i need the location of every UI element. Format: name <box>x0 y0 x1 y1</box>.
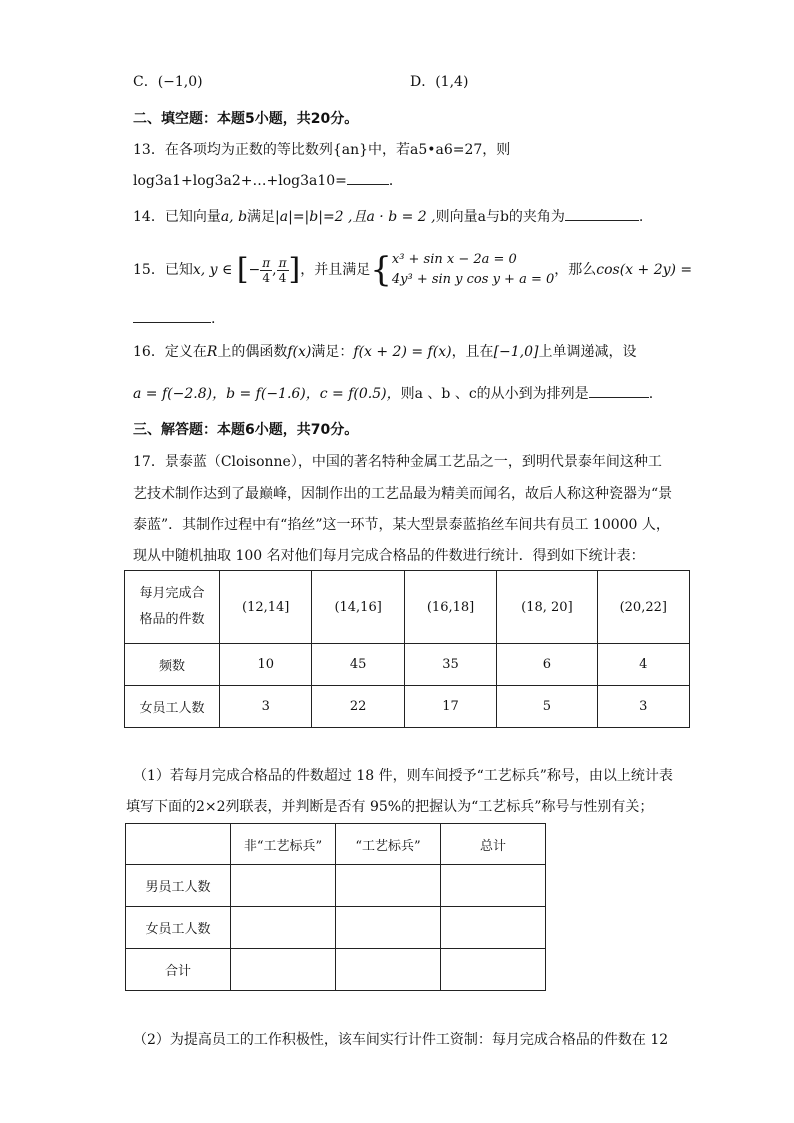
table-cell: 3 <box>220 686 312 728</box>
table-cell <box>231 865 336 907</box>
table-header-cell <box>126 824 231 865</box>
table-cell <box>231 907 336 949</box>
table-row-label: 男员工人数 <box>126 865 231 907</box>
table-header-cell: 非“工艺标兵” <box>231 824 336 865</box>
table-cell <box>336 949 441 991</box>
section-heading-fill-in: 二、填空题：本题5小题，共20分。 <box>133 111 359 127</box>
question-15 <box>133 250 692 290</box>
section-heading-solutions: 三、解答题：本题6小题，共70分。 <box>133 422 359 438</box>
vector-condition: |a|=|b|=2 ,且a · b = 2 , <box>275 209 436 225</box>
table-header-cell: (12,14] <box>220 571 312 644</box>
table-cell: 6 <box>497 644 597 686</box>
table-row <box>126 865 546 907</box>
table-header-cell: (20,22] <box>597 571 689 644</box>
question-17-para-line-4: 现从中随机抽取 100 名对他们每月完成合格品的件数进行统计．得到如下统计表： <box>133 548 645 564</box>
question-17-part-2: （2）为提高员工的工作积极性，该车间实行计件工资制：每月完成合格品的件数在 12 <box>133 1032 669 1048</box>
table-cell <box>336 865 441 907</box>
answer-blank <box>565 206 639 221</box>
table-cell: 45 <box>312 644 404 686</box>
table-header-cell: (14,16] <box>312 571 404 644</box>
cosine-expression: cos(x + 2y) = <box>596 262 693 278</box>
table-row-label: 频数 <box>125 644 220 686</box>
fraction-pi-over-4: $\frac{\pi}{4}$ <box>262 255 271 285</box>
table-cell: 5 <box>497 686 597 728</box>
system-brace: { <box>370 250 392 290</box>
left-bracket: [ <box>236 252 249 287</box>
question-16-text: 满足： <box>311 344 354 360</box>
question-16-line-1 <box>133 342 636 362</box>
question-16-text: ，且在 <box>451 344 494 360</box>
table-cell <box>336 907 441 949</box>
table-header-cell: 每月完成合 格品的件数 <box>125 571 220 644</box>
table-cell: 17 <box>404 686 496 728</box>
table-cell: 3 <box>597 686 689 728</box>
table-row <box>126 949 546 991</box>
question-14-mid: 满足 <box>247 209 276 225</box>
question-17-part-1-line-1: （1）若每月完成合格品的件数超过 18 件，则车间授予“工艺标兵”称号，由以上统计表 <box>133 768 673 784</box>
right-bracket: ] <box>288 252 301 287</box>
table-cell <box>441 865 546 907</box>
question-16-line-2 <box>133 383 653 404</box>
equation-system: x³ + sin x − 2a = 0 4y³ + sin y cos y + a = 0 <box>391 252 555 287</box>
table-header-cell: (18, 20] <box>497 571 597 644</box>
table-row <box>126 824 546 865</box>
table-cell <box>231 949 336 991</box>
question-13-line-1: 13．在各项均为正数的等比数列{an}中，若a5•a6=27，则 <box>133 142 511 158</box>
table-row-label: 女员工人数 <box>125 686 220 728</box>
question-15-answer <box>133 308 215 329</box>
table-row <box>125 686 690 728</box>
question-17-para-line-1: 17．景泰蓝（Cloisonne），中国的著名特种金属工艺品之一，到明代景泰年间这种工 <box>133 454 662 470</box>
set-r: R <box>206 344 218 360</box>
punctuation: . <box>648 386 654 402</box>
question-14-prefix: 14．已知向量 <box>133 209 221 225</box>
question-14 <box>133 206 643 227</box>
table-cell: 10 <box>220 644 312 686</box>
table-cell <box>441 949 546 991</box>
table-header-cell: (16,18] <box>404 571 496 644</box>
table-row <box>125 644 690 686</box>
answer-blank <box>133 308 211 323</box>
function-f: f(x) <box>287 344 312 360</box>
variables: x, y ∈ <box>192 262 233 278</box>
table-row <box>126 907 546 949</box>
question-15-mid: ，并且满足 <box>300 262 371 278</box>
question-15-tail: ，那么 <box>554 262 597 278</box>
table-cell: 4 <box>597 644 689 686</box>
question-16-text: 上单调递减，设 <box>538 344 637 360</box>
question-16-ask: 则a 、b 、c的从小到为排列是 <box>400 386 589 402</box>
minus-sign: − <box>248 262 261 278</box>
answer-blank <box>589 383 649 398</box>
statistics-table <box>124 570 690 728</box>
question-16-text: 上的偶函数 <box>217 344 288 360</box>
question-15-prefix: 15．已知 <box>133 262 193 278</box>
fraction-pi-over-4: $\frac{\pi}{4}$ <box>278 255 287 285</box>
question-17-para-line-3: 泰蓝”．其制作过程中有“掐丝”这一环节，某大型景泰蓝掐丝车间共有员工 10000 人， <box>133 517 670 533</box>
interval: [−1,0] <box>493 344 539 360</box>
table-cell: 22 <box>312 686 404 728</box>
option-d: D．(1,4) <box>410 74 469 90</box>
punctuation: . <box>638 209 644 225</box>
question-14-tail: 则向量a与b的夹角为 <box>435 209 565 225</box>
table-row-label: 合计 <box>126 949 231 991</box>
answer-blank <box>347 170 389 185</box>
question-17-part-1-line-2: 填写下面的2×2列联表，并判断是否有 95%的把握认为“工艺标兵”称号与性别有关； <box>126 799 654 815</box>
table-cell: 35 <box>404 644 496 686</box>
table-row-label: 女员工人数 <box>126 907 231 949</box>
table-row <box>125 571 690 644</box>
question-13-expression: log3a1+log3a2+…+log3a10= <box>133 173 347 189</box>
punctuation: . <box>211 311 216 327</box>
punctuation: ． <box>388 173 403 189</box>
contingency-table <box>125 823 546 991</box>
vector-names: a, b <box>220 209 248 225</box>
option-c: C．(−1,0) <box>133 74 203 90</box>
question-17-para-line-2: 艺技术制作达到了最巅峰，因制作出的工艺品最为精美而闻名，故后人称这种瓷器为“景 <box>133 486 673 502</box>
table-cell <box>441 907 546 949</box>
definitions: a = f(−2.8)，b = f(−1.6)，c = f(0.5)， <box>133 386 401 402</box>
table-header-cell: “工艺标兵” <box>336 824 441 865</box>
comma: , <box>272 262 277 278</box>
question-16-text: 16．定义在 <box>133 344 207 360</box>
question-13-line-2 <box>133 170 403 191</box>
periodic-condition: f(x + 2) = f(x) <box>353 344 452 360</box>
table-header-cell: 总计 <box>441 824 546 865</box>
